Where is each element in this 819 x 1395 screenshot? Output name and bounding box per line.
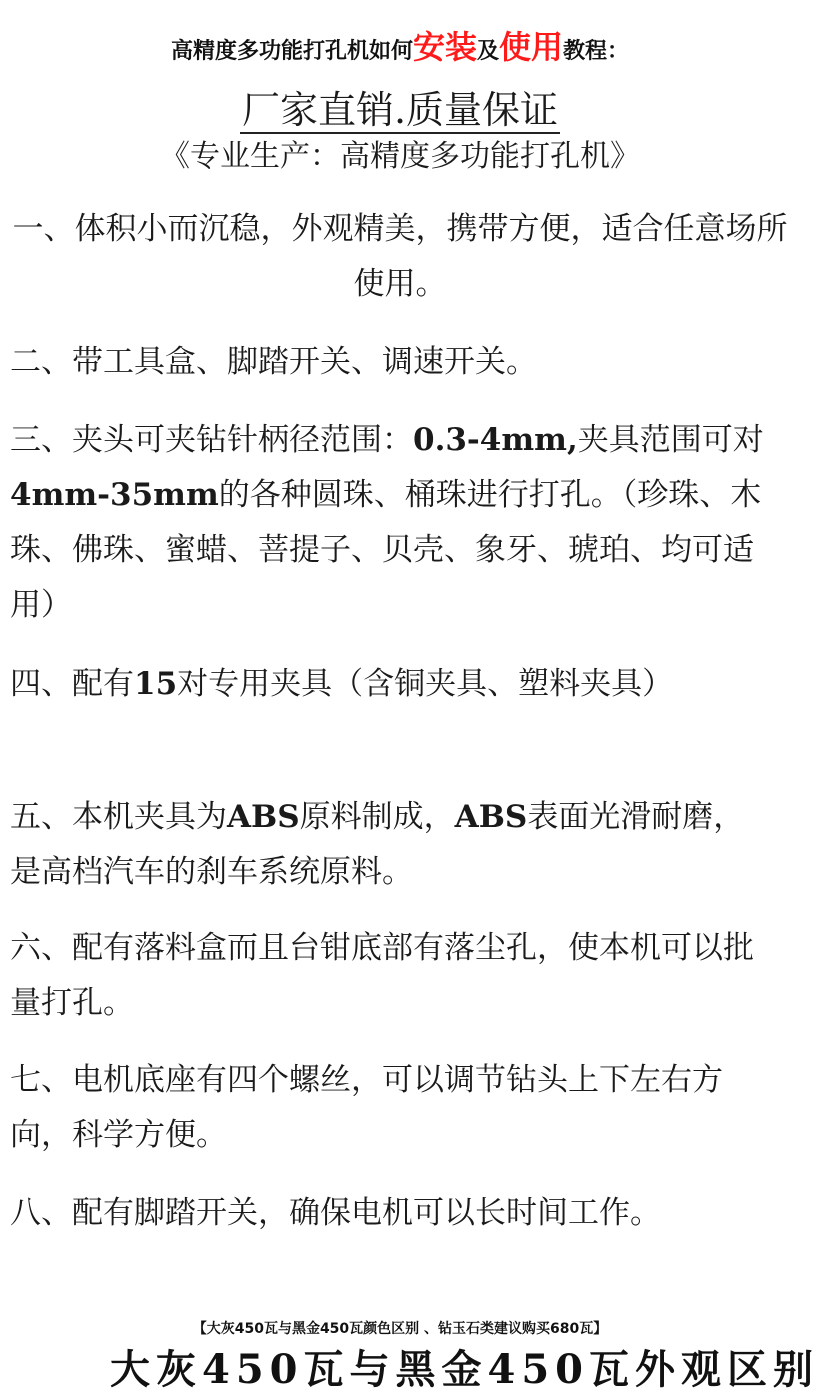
feature-3-c: 夹具范围可对	[577, 422, 764, 458]
tutorial-headline	[0, 22, 800, 68]
feature-3-bead-range: 4mm-35mm	[10, 477, 219, 513]
headline-use: 使用	[499, 28, 564, 66]
feature-2: 二、带工具盒、脚踏开关、调速开关。	[10, 344, 537, 380]
feature-4-count: 15	[134, 666, 178, 702]
headline-install: 安装	[412, 28, 477, 66]
feature-3-range: 0.3-4mm,	[413, 422, 578, 458]
feature-5	[10, 790, 770, 900]
feature-1: 一、体积小而沉稳，外观精美，携带方便，适合任意场所使用。	[12, 211, 788, 302]
headline-part2: 教程：	[563, 39, 630, 64]
feature-8: 八、配有脚踏开关，确保电机可以长时间工作。	[10, 1195, 661, 1231]
footer-note: 【大灰450瓦与黑金450瓦颜色区别 、钻玉石类建议购买680瓦】	[192, 1321, 608, 1337]
feature-4	[10, 657, 770, 712]
slogan-text: 厂家直销.质量保证	[241, 88, 559, 132]
feature-4-a: 四、配有	[10, 666, 134, 702]
feature-7: 七、电机底座有四个螺丝，可以调节钻头上下左右方向，科学方便。	[10, 1062, 723, 1153]
headline-and: 及	[476, 39, 499, 64]
subtitle: 《专业生产：高精度多功能打孔机》	[160, 139, 640, 174]
feature-4-c: 对专用夹具（含铜夹具、塑料夹具）	[177, 666, 674, 702]
headline-part1: 高精度多功能打孔机如何	[170, 39, 413, 64]
feature-6: 六、配有落料盒而且台钳底部有落尘孔，使本机可以批量打孔。	[10, 930, 754, 1021]
cutoff-heading-text: 大灰450瓦与黑金450瓦外观区别	[110, 1346, 819, 1393]
feature-3-a: 三、夹头可夹钻针柄径范围：	[10, 422, 413, 458]
feature-5-e: 表面光滑耐磨，是高档汽车的刹车系统原料。	[10, 799, 745, 890]
feature-3-e: 的各种圆珠、桶珠进行打孔。（珍珠、木珠、佛珠、蜜蜡、菩提子、贝壳、象牙、琥珀、均可适用）	[10, 477, 762, 623]
slogan	[0, 85, 800, 135]
feature-5-abs-1: ABS	[227, 799, 300, 835]
cutoff-heading	[0, 1336, 819, 1393]
feature-5-abs-2: ABS	[454, 799, 528, 835]
feature-5-a: 五、本机夹具为	[10, 799, 227, 835]
feature-5-c: 原料制成，	[299, 799, 455, 835]
feature-3	[10, 413, 770, 633]
